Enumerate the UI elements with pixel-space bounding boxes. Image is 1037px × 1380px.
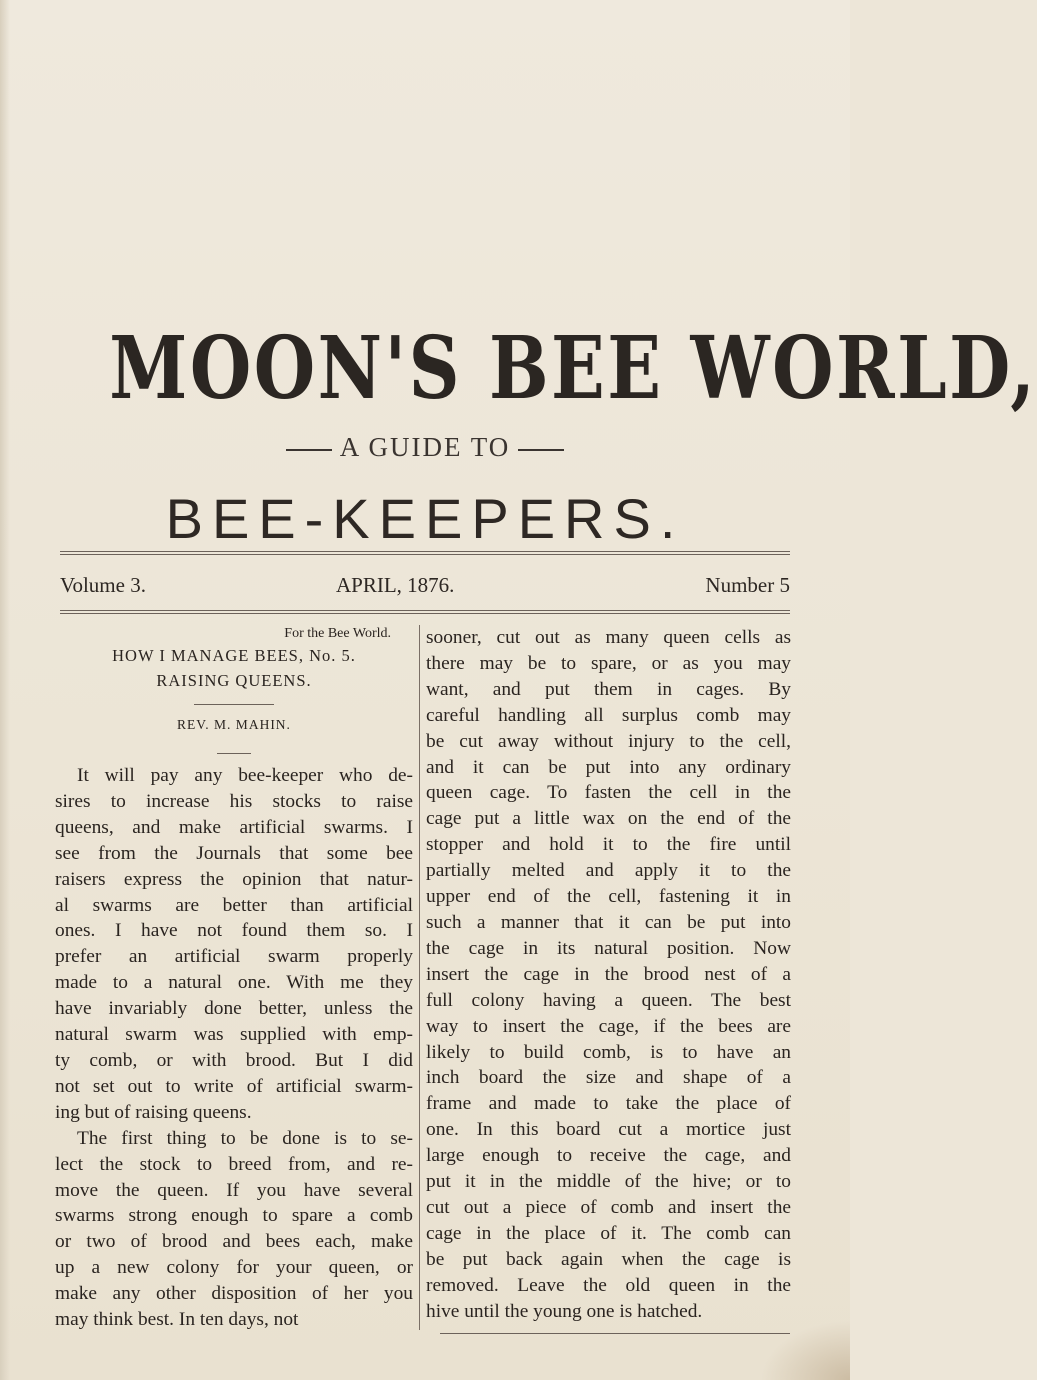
text-line: want, and put them in cages. By	[426, 678, 791, 700]
column-divider	[419, 625, 420, 1330]
text-line: It will pay any bee-keeper who de-	[77, 765, 413, 786]
text-line: cage in the place of it. The comb can	[426, 1222, 791, 1244]
text-line: insert the cage in the brood nest of a	[426, 963, 791, 985]
text-line: raisers express the opinion that natur-	[55, 868, 413, 890]
text-line: partially melted and apply it to the	[426, 860, 791, 882]
author-rule	[217, 753, 251, 754]
text-line: al swarms are better than artificial	[55, 894, 413, 916]
masthead-subtitle-main: BEE-KEEPERS.	[165, 487, 685, 550]
number-label: Number 5	[705, 573, 790, 597]
text-line: up a new colony for your queen, or	[55, 1257, 413, 1279]
left-column-body	[55, 763, 413, 1333]
text-line: upper end of the cell, fastening it in	[426, 886, 791, 908]
header-rule-bottom	[60, 610, 790, 614]
text-line: the cage in its natural position. Now	[426, 937, 791, 959]
article-author: REV. M. MAHIN.	[177, 717, 291, 732]
text-line: queen cage. To fasten the cell in the	[426, 782, 791, 804]
text-line: careful handling all surplus comb may	[426, 704, 791, 726]
right-column-body	[426, 625, 791, 1324]
text-line: full colony having a queen. The best	[426, 989, 791, 1011]
text-line: ing but of raising queens.	[55, 1101, 252, 1123]
text-line: ones. I have not found them so. I	[55, 920, 413, 942]
article-subtitle: RAISING QUEENS.	[156, 671, 312, 690]
text-line: stopper and hold it to the fire until	[426, 834, 791, 856]
header-rule-top	[60, 551, 790, 555]
text-line: or two of brood and bees each, make	[55, 1231, 413, 1253]
text-line: sooner, cut out as many queen cells as	[426, 627, 791, 648]
title-rule	[194, 704, 274, 705]
text-line: one. In this board cut a mortice just	[426, 1119, 791, 1141]
text-line: likely to build comb, is to have an	[426, 1041, 791, 1063]
subtitle-left-dash	[286, 449, 332, 451]
page-edge-shadow	[0, 0, 10, 1380]
text-line: queens, and make artificial swarms. I	[55, 816, 413, 838]
text-line: The first thing to be done is to se-	[77, 1127, 413, 1149]
volume-label: Volume 3.	[60, 573, 146, 597]
text-line: not set out to write of artificial swarm-	[55, 1075, 413, 1097]
issue-date: APRIL, 1876.	[336, 573, 455, 597]
article-left-column	[55, 625, 413, 1333]
text-line: see from the Journals that some bee	[55, 842, 413, 864]
text-line: make any other disposition of her you	[55, 1283, 413, 1305]
text-line: be cut away without injury to the cell,	[426, 730, 791, 752]
text-line: made to a natural one. With me they	[55, 972, 413, 994]
subtitle-text: A GUIDE TO	[339, 432, 511, 462]
subtitle-right-dash	[518, 449, 564, 451]
text-line: removed. Leave the old queen in the	[426, 1274, 791, 1296]
text-line: such a manner that it can be put into	[426, 911, 791, 933]
text-line: lect the stock to breed from, and re-	[55, 1153, 413, 1175]
text-line: cage put a little wax on the end of the	[426, 808, 791, 830]
text-line: hive until the young one is hatched.	[426, 1300, 703, 1322]
text-line: way to insert the cage, if the bees are	[426, 1015, 791, 1037]
text-line: move the queen. If you have several	[55, 1179, 413, 1201]
text-line: there may be to spare, or as you may	[426, 652, 791, 674]
text-line: large enough to receive the cage, and	[426, 1145, 791, 1167]
text-line: put it in the middle of the hive; or to	[426, 1171, 791, 1193]
article-credit: For the Bee World.	[284, 626, 391, 641]
text-line: inch board the size and shape of a	[426, 1067, 791, 1089]
text-line: be put back again when the cage is	[426, 1248, 791, 1270]
masthead-subtitle	[0, 432, 850, 463]
masthead-title: MOON'S BEE WORLD,	[109, 318, 1037, 419]
article-title: HOW I MANAGE BEES, No. 5.	[112, 646, 356, 665]
text-line: and it can be put into any ordinary	[426, 756, 791, 778]
page-corner-stain	[760, 1320, 850, 1380]
text-line: cut out a piece of comb and insert the	[426, 1196, 791, 1218]
text-line: sires to increase his stocks to raise	[55, 790, 413, 812]
text-line: may think best. In ten days, not	[55, 1309, 299, 1331]
issue-line	[60, 573, 790, 603]
footer-rule	[440, 1333, 790, 1334]
text-line: frame and made to take the place of	[426, 1093, 791, 1115]
text-line: ty comb, or with brood. But I did	[55, 1049, 413, 1071]
text-line: swarms strong enough to spare a comb	[55, 1205, 413, 1227]
text-line: have invariably done better, unless the	[55, 998, 413, 1020]
text-line: natural swarm was supplied with emp-	[55, 1024, 413, 1046]
article-right-column	[426, 625, 791, 1324]
text-line: prefer an artificial swarm properly	[55, 946, 413, 968]
